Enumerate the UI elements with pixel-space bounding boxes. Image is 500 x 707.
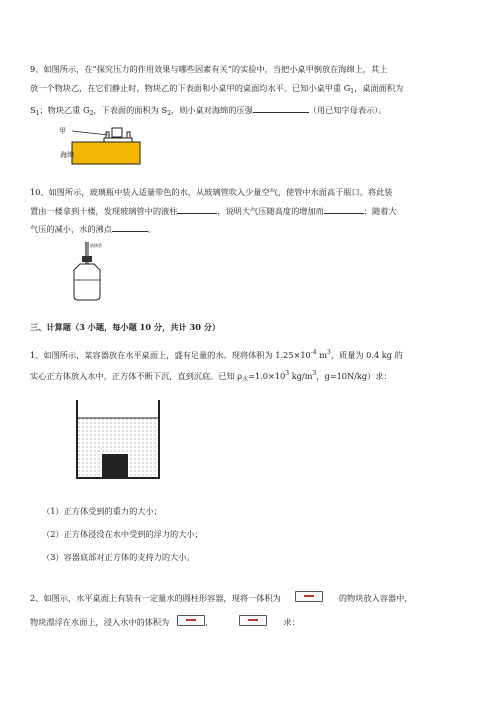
fig9-label-sponge: 海绵 <box>60 151 74 159</box>
calc-question-2 <box>30 586 472 634</box>
calc-question-1 <box>30 344 472 389</box>
label-pointer-jia <box>72 131 108 135</box>
q9-line3: $S_1$；物块乙重 $G_2$，下表面的面积为 $S_2$，则小桌对海绵的压强 （用已知字母表示）。 <box>30 105 387 117</box>
q9-line1: 9、如图所示，在“探究压力的作用效果与哪些因素有关”的实验中，当把小桌甲倒放在海绵上，其上 <box>30 64 388 74</box>
sponge-block <box>72 142 140 164</box>
calc-1-item-2: （2）正方体浸没在水中受到的浮力的大小； <box>42 529 203 539</box>
q10-line2: 置由一楼拿到十楼，发现玻璃管中的液柱 ，说明大气压随高度的增加而 ；随着大 <box>30 205 397 216</box>
question-10 <box>30 183 472 239</box>
bottle-figure <box>70 240 110 304</box>
q10-line1: 10、如图所示，玻璃瓶中装入适量带色的水，从玻璃管吹入少量空气，使管中水面高于瓶口。将此装 <box>30 187 393 197</box>
bottle-stopper <box>82 256 92 262</box>
calc-1-item-3: （3）容器底部对正方体的支持力的大小。 <box>42 552 195 562</box>
formula-image-3 <box>239 615 267 626</box>
bottle-body <box>74 264 100 300</box>
c2-line2: 物块漂浮在水面上，浸入水中的体积为 ， 求： <box>30 617 300 627</box>
q9-answer-blank[interactable] <box>253 103 309 113</box>
fig10-label-tube: 玻璃管 <box>90 243 102 248</box>
formula-image-2 <box>177 615 205 626</box>
q9-line2: 放一个物块乙，在它们静止时，物块乙的下表面和小桌甲的桌面均水平。已知小桌甲重 $G_1$，桌面面积为 <box>30 82 404 95</box>
calc-1-item-1: （1）正方体受到的重力的大小； <box>42 506 162 516</box>
q10-blank-2[interactable] <box>324 204 364 214</box>
c1-line2: 实心正方体放入水中，正方体不断下沉，直到沉底。已知 $\rho_水=1.0\times 10^3$ $kg/m^3$，g=10N/kg）求： <box>30 369 392 383</box>
c2-line1: 2、如图示，水平桌面上有装有一定量水的圆柱形容器，现将一体积为 的物块放入容器中， <box>30 593 413 603</box>
c1-line1: 1、如图所示，某容器放在水平桌面上，盛有足量的水。现将体积为 $1.25\times 10^{-4}$ $m^3$，质量为 0.4 kg 的 <box>30 349 403 360</box>
question-9 <box>30 60 472 124</box>
container-figure <box>74 398 164 480</box>
sponge-table-figure <box>58 124 148 166</box>
fig9-label-jia: 甲 <box>59 127 66 135</box>
block-yi <box>112 128 122 137</box>
cube <box>102 454 128 477</box>
calc-1-subquestions <box>42 500 484 569</box>
table-leg-right <box>127 132 130 138</box>
q10-blank-1[interactable] <box>177 204 217 214</box>
table-top <box>104 138 132 142</box>
formula-image-1 <box>295 591 323 602</box>
section-3-title: 三、计算题（3 小题，每小题 10 分，共计 30 分） <box>30 322 221 332</box>
q10-line3: 气压的减小，水的沸点 。 <box>30 224 157 234</box>
q10-blank-3[interactable] <box>112 222 148 232</box>
